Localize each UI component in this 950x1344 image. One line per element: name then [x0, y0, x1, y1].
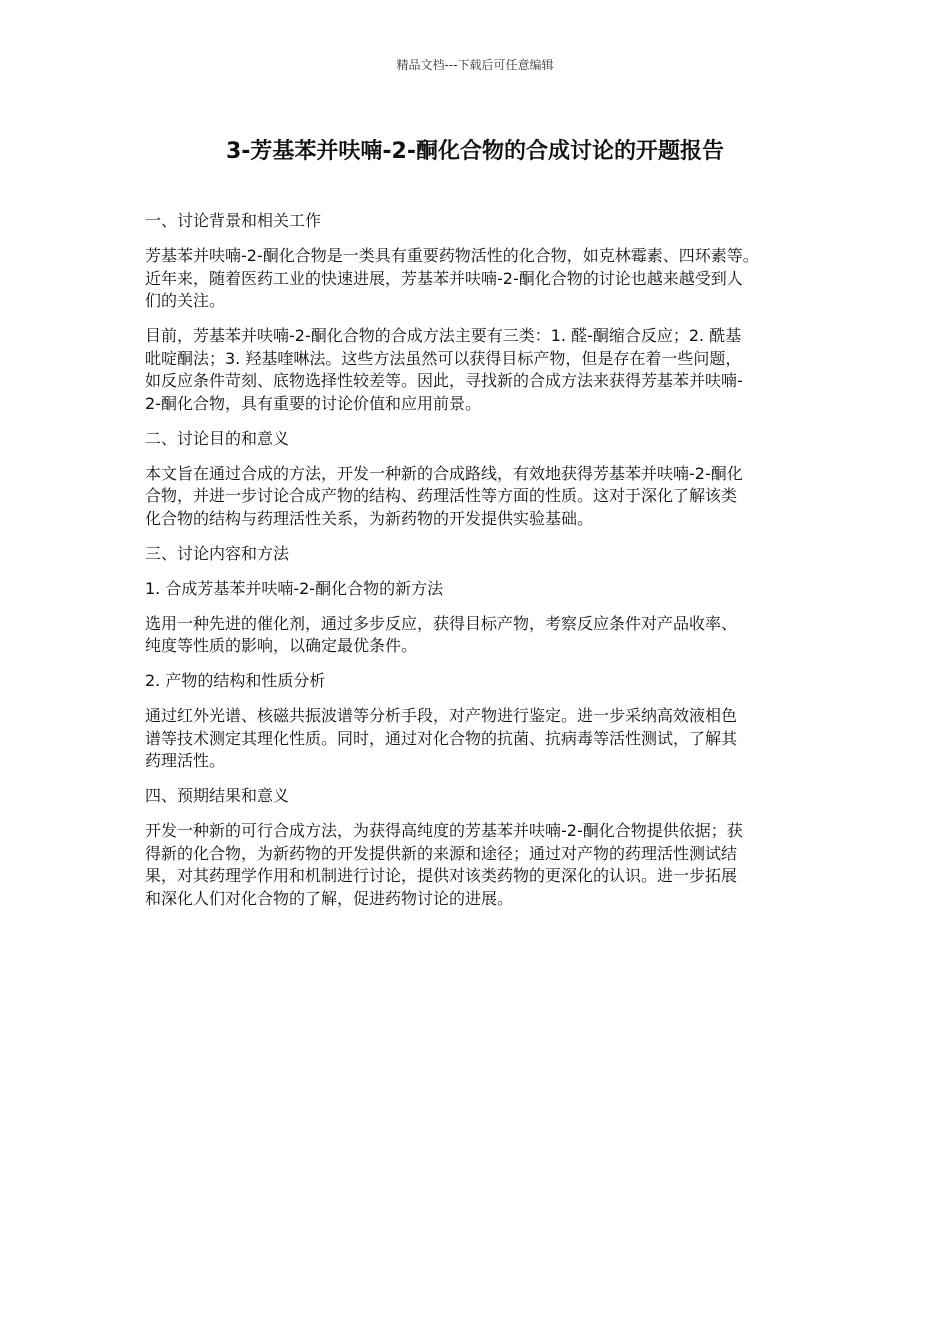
- section-heading-purpose: 二、讨论目的和意义: [145, 428, 290, 448]
- paragraph-synthesis: 选用一种先进的催化剂，通过多步反应，获得目标产物，考察反应条件对产品收率、 纯度等性质的影响，以确定最优条件。: [145, 613, 738, 655]
- section-heading-background: 一、讨论背景和相关工作: [145, 211, 322, 230]
- paragraph-analysis: 通过红外光谱、核磁共振波谱等分析手段，对产物进行鉴定。进一步采纳高效液相色 谱等技术测定其理化性质。同时，通过对化合物的抗菌、抗病毒等活性测试，了解其 药理活性。: [145, 706, 738, 770]
- subheading-analysis: 2. 产物的结构和性质分析: [145, 671, 326, 690]
- document-body: [145, 210, 813, 923]
- paragraph-background-1: 芳基苯并呋喃-2-酮化合物是一类具有重要药物活性的化合物，如克林霉素、四环素等。 近年来，随着医药工业的快速进展，芳基苯并呋喃-2-酮化合物的讨论也越来越受到人 们的关注。: [145, 246, 759, 310]
- section-heading-methods: 三、讨论内容和方法: [145, 543, 290, 563]
- paragraph-expected-results: 开发一种新的可行合成方法，为获得高纯度的芳基苯并呋喃-2-酮化合物提供依据；获 得新的化合物，为新药物的开发提供新的来源和途径；通过对产物的药理活性测试结 果，对其药理学作用和机制进行讨论，提供对该类药物的更深化的认识。进一步拓展 和深化人们对化合物的了解，促进药物讨论的进展。: [145, 821, 743, 908]
- document-title: 3-芳基苯并呋喃-2-酮化合物的合成讨论的开题报告: [225, 139, 724, 164]
- section-heading-expected-results: 四、预期结果和意义: [145, 786, 290, 805]
- paragraph-purpose: 本文旨在通过合成的方法，开发一种新的合成路线，有效地获得芳基苯并呋喃-2-酮化 合物，并进一步讨论合成产物的结构、药理活性等方面的性质。这对于深化了解该类 化合物的结构与药理活性关系，为新药物的开发提供实验基础。: [145, 463, 743, 528]
- subheading-synthesis: 1. 合成芳基苯并呋喃-2-酮化合物的新方法: [145, 578, 444, 598]
- paragraph-background-2: 目前，芳基苯并呋喃-2-酮化合物的合成方法主要有三类：1. 醛-酮缩合反应；2. 酰基 吡啶酮法；3. 羟基喹啉法。这些方法虽然可以获得目标产物，但是存在着一些问题， 如反应条件苛刻、底物选择性较差等。因此，寻找新的合成方法来获得芳基苯并呋喃- 2-酮化合物，具有重要的讨论价值和应用前景。: [145, 326, 743, 413]
- page-header-note: 精品文档---下载后可任意编辑: [396, 58, 554, 72]
